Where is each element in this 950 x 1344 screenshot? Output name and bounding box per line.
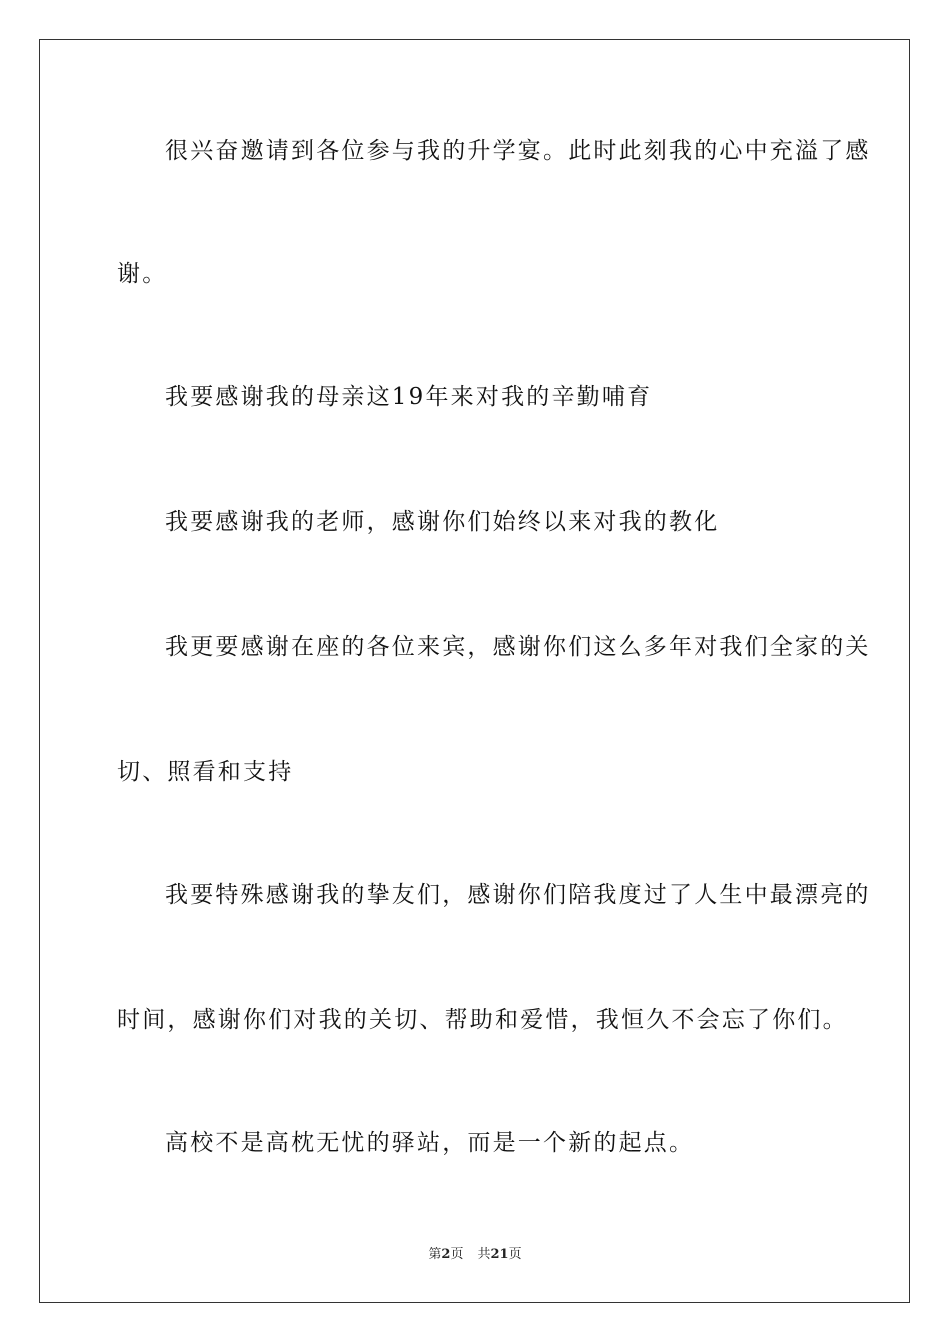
- page-suffix: 页: [450, 1247, 464, 1262]
- paragraph-4-line-2: 切、照看和支持: [117, 759, 294, 785]
- total-prefix: 共: [477, 1247, 491, 1262]
- page-prefix: 第: [428, 1247, 442, 1262]
- paragraph-1-line-2: 谢。: [117, 261, 168, 287]
- page-footer: [0, 1246, 950, 1264]
- paragraph-1-line-1: 很兴奋邀请到各位参与我的升学宴。此时此刻我的心中充溢了感: [165, 138, 871, 164]
- paragraph-5-line-1: 我要特殊感谢我的挚友们，感谢你们陪我度过了人生中最漂亮的: [165, 882, 871, 908]
- paragraph-6-line-1: 高校不是高枕无忧的驿站，而是一个新的起点。: [165, 1130, 695, 1156]
- paragraph-4-line-1: 我更要感谢在座的各位来宾，感谢你们这么多年对我们全家的关: [165, 634, 871, 660]
- current-page-number: 2: [441, 1247, 451, 1262]
- paragraph-3-line-1: 我要感谢我的老师，感谢你们始终以来对我的教化: [165, 509, 720, 535]
- total-suffix: 页: [508, 1247, 522, 1262]
- total-page-count: 21: [490, 1247, 509, 1262]
- paragraph-2-line-1: 我要感谢我的母亲这19年来对我的辛勤哺育: [165, 384, 653, 410]
- paragraph-5-line-2: 时间，感谢你们对我的关切、帮助和爱惜，我恒久不会忘了你们。: [117, 1007, 848, 1033]
- page-border: [39, 39, 910, 1303]
